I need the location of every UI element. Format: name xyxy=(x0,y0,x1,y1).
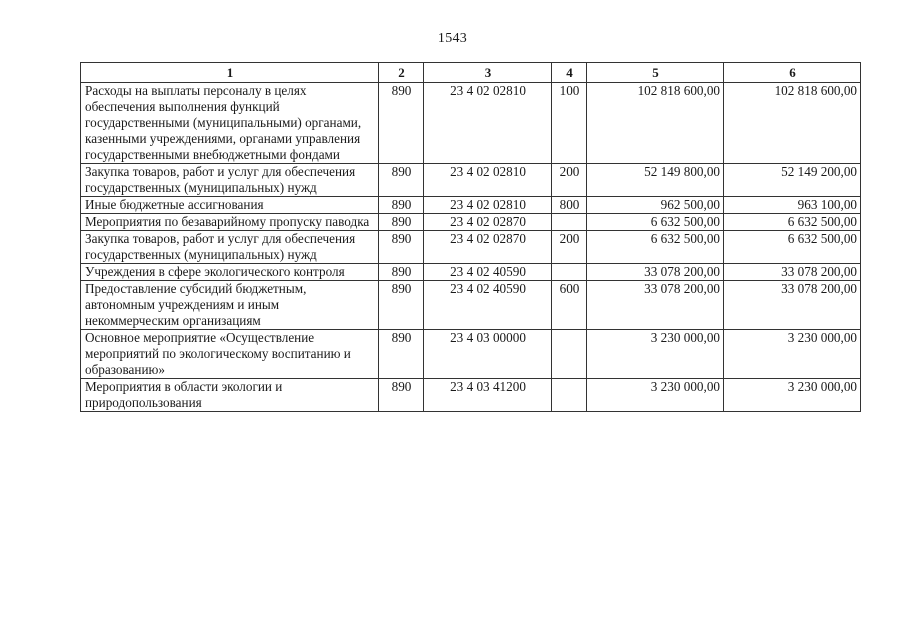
row-grbs-cell: 890 xyxy=(379,379,424,412)
row-name-cell: Иные бюджетные ассигнования xyxy=(81,197,379,214)
row-sum6-cell: 52 149 200,00 xyxy=(724,164,861,197)
row-csr-cell: 23 4 02 02810 xyxy=(424,83,552,164)
table-row xyxy=(81,197,861,214)
row-sum6-cell: 33 078 200,00 xyxy=(724,264,861,281)
row-grbs-cell: 890 xyxy=(379,264,424,281)
row-vr-cell xyxy=(552,379,587,412)
row-vr-cell: 800 xyxy=(552,197,587,214)
row-sum5-cell: 3 230 000,00 xyxy=(587,379,724,412)
table-row xyxy=(81,231,861,264)
row-name-cell: Мероприятия по безаварийному пропуску паводка xyxy=(81,214,379,231)
row-sum6-cell: 33 078 200,00 xyxy=(724,281,861,330)
row-sum6-cell: 6 632 500,00 xyxy=(724,214,861,231)
row-sum5-cell: 6 632 500,00 xyxy=(587,231,724,264)
table-row xyxy=(81,281,861,330)
row-sum5-cell: 33 078 200,00 xyxy=(587,281,724,330)
row-name-cell: Расходы на выплаты персоналу в целях обеспечения выполнения функций государственными (муниципальными) органами, казенными учреждениями, органами управления государственными внебюджетными фондами xyxy=(81,83,379,164)
row-grbs-cell: 890 xyxy=(379,231,424,264)
row-vr-cell xyxy=(552,330,587,379)
row-csr-cell: 23 4 02 40590 xyxy=(424,281,552,330)
page-number: 1543 xyxy=(437,31,468,46)
row-sum6-cell: 3 230 000,00 xyxy=(724,379,861,412)
row-vr-cell: 200 xyxy=(552,164,587,197)
row-sum5-cell: 3 230 000,00 xyxy=(587,330,724,379)
row-name-cell: Закупка товаров, работ и услуг для обеспечения государственных (муниципальных) нужд xyxy=(81,231,379,264)
row-name-cell: Учреждения в сфере экологического контроля xyxy=(81,264,379,281)
row-grbs-cell: 890 xyxy=(379,164,424,197)
table-row xyxy=(81,330,861,379)
row-sum6-cell: 3 230 000,00 xyxy=(724,330,861,379)
column-header: 6 xyxy=(724,63,861,83)
column-header: 5 xyxy=(587,63,724,83)
column-header: 3 xyxy=(424,63,552,83)
row-name-cell: Мероприятия в области экологии и природопользования xyxy=(81,379,379,412)
row-vr-cell xyxy=(552,214,587,231)
row-grbs-cell: 890 xyxy=(379,197,424,214)
column-header: 2 xyxy=(379,63,424,83)
table-row xyxy=(81,379,861,412)
row-sum5-cell: 102 818 600,00 xyxy=(587,83,724,164)
row-csr-cell: 23 4 02 02810 xyxy=(424,197,552,214)
column-header: 4 xyxy=(552,63,587,83)
table-row xyxy=(81,83,861,164)
row-name-cell: Закупка товаров, работ и услуг для обеспечения государственных (муниципальных) нужд xyxy=(81,164,379,197)
row-csr-cell: 23 4 02 40590 xyxy=(424,264,552,281)
row-sum5-cell: 962 500,00 xyxy=(587,197,724,214)
row-vr-cell xyxy=(552,264,587,281)
row-csr-cell: 23 4 02 02870 xyxy=(424,231,552,264)
table-row xyxy=(81,264,861,281)
row-vr-cell: 600 xyxy=(552,281,587,330)
row-sum5-cell: 6 632 500,00 xyxy=(587,214,724,231)
table-row xyxy=(81,214,861,231)
row-name-cell: Предоставление субсидий бюджетным, автономным учреждениям и иным некоммерческим организациям xyxy=(81,281,379,330)
table-header-row xyxy=(81,63,861,83)
budget-table xyxy=(80,62,861,412)
row-sum5-cell: 33 078 200,00 xyxy=(587,264,724,281)
row-sum5-cell: 52 149 800,00 xyxy=(587,164,724,197)
row-grbs-cell: 890 xyxy=(379,330,424,379)
row-sum6-cell: 6 632 500,00 xyxy=(724,231,861,264)
row-sum6-cell: 963 100,00 xyxy=(724,197,861,214)
row-csr-cell: 23 4 03 41200 xyxy=(424,379,552,412)
row-sum6-cell: 102 818 600,00 xyxy=(724,83,861,164)
row-csr-cell: 23 4 02 02810 xyxy=(424,164,552,197)
row-grbs-cell: 890 xyxy=(379,83,424,164)
row-grbs-cell: 890 xyxy=(379,214,424,231)
row-name-cell: Основное мероприятие «Осуществление мероприятий по экологическому воспитанию и образованию» xyxy=(81,330,379,379)
row-csr-cell: 23 4 02 02870 xyxy=(424,214,552,231)
table-row xyxy=(81,164,861,197)
row-grbs-cell: 890 xyxy=(379,281,424,330)
column-header: 1 xyxy=(81,63,379,83)
row-vr-cell: 200 xyxy=(552,231,587,264)
row-csr-cell: 23 4 03 00000 xyxy=(424,330,552,379)
row-vr-cell: 100 xyxy=(552,83,587,164)
